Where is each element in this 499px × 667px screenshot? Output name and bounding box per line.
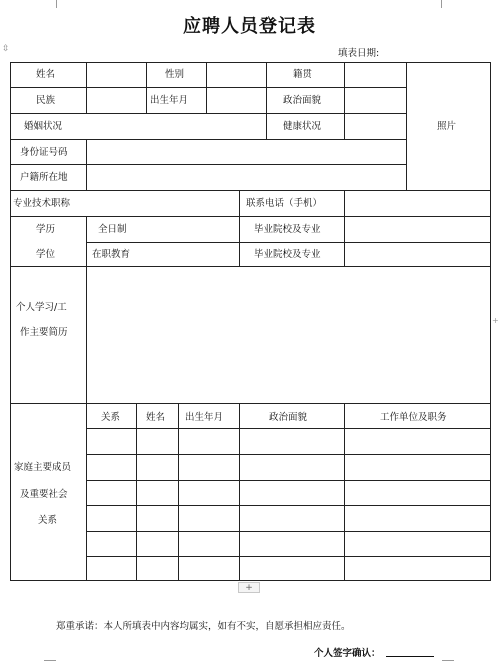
label-name: 姓名 bbox=[36, 69, 56, 80]
label-professional-title: 专业技术职称 bbox=[13, 198, 71, 209]
label-photo: 照片 bbox=[437, 121, 457, 132]
crop-mark-top-left-v bbox=[56, 0, 57, 8]
family-header-relation: 关系 bbox=[101, 412, 121, 423]
anchor-icon[interactable]: ⇳ bbox=[2, 44, 10, 54]
label-resume-line2: 作主要简历 bbox=[20, 327, 68, 338]
family-header-birth: 出生年月 bbox=[185, 412, 224, 423]
label-on-job-education: 在职教育 bbox=[92, 249, 131, 260]
signature-line bbox=[386, 656, 434, 657]
family-header-political: 政治面貌 bbox=[269, 412, 308, 423]
label-ethnicity: 民族 bbox=[36, 95, 56, 106]
add-row-button[interactable]: + bbox=[238, 582, 260, 593]
signature-label: 个人签字确认： bbox=[314, 648, 381, 659]
resize-handle-right[interactable]: + bbox=[492, 316, 499, 325]
label-birth-date: 出生年月 bbox=[150, 95, 189, 106]
label-family-line1: 家庭主要成员 bbox=[14, 462, 72, 473]
promise-statement: 郑重承诺：本人所填表中内容均属实，如有不实，自愿承担相应责任。 bbox=[56, 621, 351, 632]
label-graduate-school-2: 毕业院校及专业 bbox=[254, 249, 321, 260]
form-title: 应聘人员登记表 bbox=[183, 16, 316, 37]
label-contact-phone: 联系电话（手机） bbox=[246, 198, 323, 209]
family-header-name: 姓名 bbox=[146, 412, 166, 423]
label-political-status: 政治面貌 bbox=[283, 95, 322, 106]
label-native-place: 籍贯 bbox=[293, 69, 313, 80]
label-family-line3: 关系 bbox=[38, 515, 58, 526]
label-family-line2: 及重要社会 bbox=[20, 489, 68, 500]
label-household-location: 户籍所在地 bbox=[20, 172, 68, 183]
label-full-time: 全日制 bbox=[98, 224, 127, 235]
family-header-work-unit: 工作单位及职务 bbox=[380, 412, 447, 423]
label-gender: 性别 bbox=[165, 69, 185, 80]
label-education: 学历 bbox=[36, 224, 56, 235]
label-health-status: 健康状况 bbox=[283, 121, 322, 132]
fill-date-label: 填表日期: bbox=[338, 48, 380, 59]
crop-mark-bottom-left-h bbox=[44, 660, 56, 661]
crop-mark-bottom-right-h bbox=[442, 660, 454, 661]
label-resume-line1: 个人学习/工 bbox=[16, 302, 67, 313]
table-grid-lines bbox=[10, 62, 491, 581]
label-marital-status: 婚姻状况 bbox=[24, 121, 63, 132]
registration-table bbox=[10, 62, 491, 581]
label-id-number: 身份证号码 bbox=[20, 147, 68, 158]
label-graduate-school-1: 毕业院校及专业 bbox=[254, 224, 321, 235]
crop-mark-top-right-v bbox=[441, 0, 442, 8]
label-degree: 学位 bbox=[36, 249, 56, 260]
